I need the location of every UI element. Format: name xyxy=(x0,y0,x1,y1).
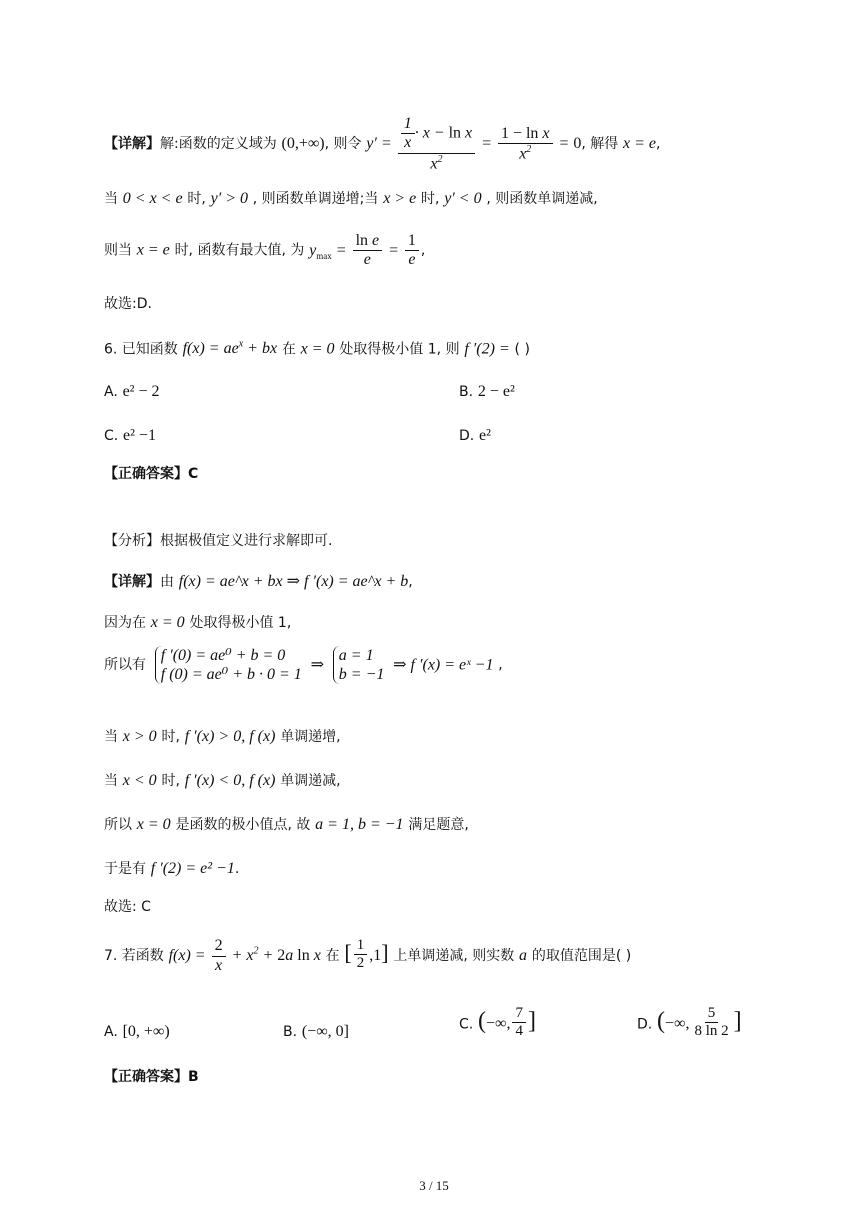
q6-then xyxy=(104,859,239,878)
x0-expr: x = 0 xyxy=(150,614,185,631)
q6-min-point xyxy=(104,815,469,834)
option-value: (−∞, $\frac{5}{8 \ln 2}$ ] xyxy=(657,1005,742,1040)
text: 是函数的极小值点, 故 xyxy=(175,817,311,833)
option-value: [0, +∞) xyxy=(122,1023,170,1040)
text: 在 xyxy=(281,341,296,358)
function-expr: $f(x) = ae^x$ + bx xyxy=(182,339,278,358)
page-number: 3 / 15 xyxy=(419,1178,449,1193)
text: 的取值范围是( ) xyxy=(531,947,632,964)
q7-stem xyxy=(104,937,631,975)
system-row: f ′(0) = ae⁰ + b = 0 xyxy=(160,647,286,664)
option-label: B. xyxy=(283,1024,298,1040)
text: 时, xyxy=(161,773,180,789)
text: 上单调递减, 则实数 xyxy=(393,947,515,964)
condition-expr: x > 0 xyxy=(122,728,157,745)
q6-detail-line1 xyxy=(104,572,413,591)
implies-symbol: ⇒ xyxy=(310,656,324,674)
option-value: e² − 2 xyxy=(122,383,160,400)
system-row: b = −1 xyxy=(338,666,385,684)
text: 单调递增, xyxy=(280,729,341,745)
detail5-text4: , xyxy=(656,135,661,152)
domain-expr: (0,+∞) xyxy=(281,134,325,152)
ask-expr: f ′(2) = xyxy=(464,340,510,358)
function-expr: f(x) = $\frac{2}{x}$ + $x^2 + 2a$ ln x xyxy=(168,937,321,974)
x-expr: x = e xyxy=(136,241,170,259)
q6-system xyxy=(104,646,503,684)
derivative-sign-expr: y′ > 0 xyxy=(210,190,248,207)
detail5-line1 xyxy=(104,115,660,174)
max-value-expr: $y_{max}$ = $\frac{\text{ln e}}{e}$ = $\frac{1}{e}$ xyxy=(309,242,421,259)
param-expr: a xyxy=(519,946,528,964)
result-expr: f ′(2) = e² −1 xyxy=(150,860,235,877)
text: 则当 xyxy=(104,242,132,259)
text: , xyxy=(498,656,503,673)
detail5-text: 解:函数的定义域为 xyxy=(160,135,277,152)
text: 当 xyxy=(104,191,118,207)
q7-answer: 【正确答案】B xyxy=(104,1069,199,1085)
q6-stem xyxy=(104,339,530,359)
derivative-expr: y′ = $\frac{1}{x}$ · x − ln x $x^2$ = $\frac{\text{1 − ln x}}{x^2}$ = 0 xyxy=(366,115,582,173)
text: , xyxy=(420,242,426,259)
q6-decreasing xyxy=(104,771,341,790)
option-label: A. xyxy=(104,1024,118,1040)
system-row: f (0) = ae⁰ + b · 0 = 1 xyxy=(160,666,302,684)
q6-answer: 【正确答案】C xyxy=(104,466,199,482)
x0-expr: x = 0 xyxy=(300,340,335,358)
option-label: C. xyxy=(104,428,119,444)
derivative-expr: f(x) = ae^x + bx ⇒ f ′(x) = ae^x + b xyxy=(178,573,409,590)
result-expr: ⇒ f ′(x) = eˣ −1 xyxy=(393,656,494,674)
text: 时, xyxy=(161,729,180,745)
text: 所以 xyxy=(104,817,132,833)
text: . xyxy=(234,861,240,877)
q6-option-b xyxy=(459,382,515,401)
text: 满足题意, xyxy=(408,817,469,833)
condition-expr: x > e xyxy=(383,190,417,207)
text: , xyxy=(408,574,413,590)
detail5-line3 xyxy=(104,232,425,270)
q6-detail-line2 xyxy=(104,613,291,632)
option-value: (−∞, $\frac{7}{4}$ ] xyxy=(478,1005,536,1040)
option-value: e² xyxy=(479,427,491,444)
option-label: D. xyxy=(637,1016,653,1033)
q7-option-a xyxy=(104,1022,170,1041)
text: 当 xyxy=(104,729,118,745)
option-value: (−∞, 0] xyxy=(301,1023,349,1040)
q6-number: 6. 已知函数 xyxy=(104,341,178,358)
q6-option-d xyxy=(459,426,491,445)
q6-option-a xyxy=(104,382,159,401)
text: 时, 函数有最大值, 为 xyxy=(174,242,305,259)
q7-option-c xyxy=(459,1005,536,1041)
solution-expr: x = e xyxy=(623,134,657,152)
q6-increasing xyxy=(104,727,341,746)
option-label: D. xyxy=(459,428,475,444)
text: 在 xyxy=(325,947,340,964)
sign-expr: f ′(x) > 0, f (x) xyxy=(184,728,276,745)
text: 处取得极小值 1, xyxy=(189,615,292,631)
text: 因为在 xyxy=(104,615,146,631)
system-row: a = 1 xyxy=(338,647,374,664)
q6-analysis: 【分析】根据极值定义进行求解即可. xyxy=(104,533,333,549)
condition-expr: x < 0 xyxy=(122,772,157,789)
q7-option-d xyxy=(637,1005,742,1041)
text: 由 xyxy=(160,574,174,590)
q7-number: 7. 若函数 xyxy=(104,947,164,964)
equation-system-2 xyxy=(333,646,385,684)
text: 处取得极小值 1, 则 xyxy=(339,341,460,358)
derivative-sign-expr: y′ < 0 xyxy=(444,190,482,207)
sign-expr: f ′(x) < 0, f (x) xyxy=(184,772,276,789)
option-value: 2 − e² xyxy=(477,383,515,400)
text: 单调递减, xyxy=(280,773,341,789)
detail5-line2 xyxy=(104,189,598,208)
option-value: e² −1 xyxy=(123,427,156,444)
text: , 则函数单调递增;当 xyxy=(252,191,379,207)
condition-expr: 0 < x < e xyxy=(122,190,183,207)
detail5-text3: , 解得 xyxy=(581,135,619,152)
text: 时, xyxy=(187,191,206,207)
ab-expr: a = 1, b = −1 xyxy=(315,816,404,833)
option-label: C. xyxy=(459,1016,474,1033)
interval-expr: [ $\frac{1}{2}$ ,1] xyxy=(344,937,389,972)
detail5-text2: , 则令 xyxy=(324,135,362,152)
option-label: B. xyxy=(459,384,474,400)
text: 于是有 xyxy=(104,861,146,877)
choose-d: 故选:D. xyxy=(104,296,152,312)
text: , 则函数单调递减, xyxy=(486,191,598,207)
choose-c: 故选: C xyxy=(104,899,151,915)
text: 所以有 xyxy=(104,656,146,673)
text: 当 xyxy=(104,773,118,789)
q7-option-b xyxy=(283,1022,349,1041)
detail-tag: 【详解】 xyxy=(104,574,160,590)
answer-blank: ( ) xyxy=(514,341,530,358)
option-label: A. xyxy=(104,384,118,400)
q6-option-c xyxy=(104,426,156,445)
text: 时, xyxy=(420,191,440,207)
equation-system-1 xyxy=(155,646,302,684)
x0-expr: x = 0 xyxy=(136,816,171,833)
detail-tag: 【详解】 xyxy=(104,135,160,152)
